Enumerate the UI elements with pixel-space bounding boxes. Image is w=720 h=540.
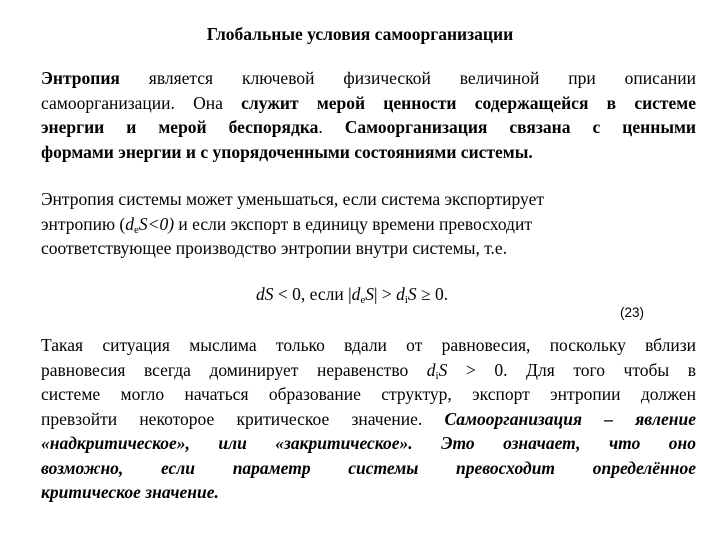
text-run: равновесия всегда доминирует неравенство [41,359,427,380]
text-line: системе могло начаться образование структур, экспорт энтропии должен [41,384,696,404]
math-text: ≥ 0. [416,284,449,304]
math-text: < 0, если | [273,284,352,304]
text-line: Энтропия системы может уменьшаться, если система экспортирует [41,189,544,209]
slide-title: Глобальные условия самоорганизации [206,24,514,44]
equation-number: (23) [620,305,645,320]
text-run: и если экспорт в единицу времени превосходит [174,213,532,234]
text-line: «надкритическое», или «закритическое». Это означает, что оно [41,433,696,453]
math-subscript: i [404,294,408,306]
text-line [41,140,696,165]
text-line [41,407,696,432]
math-symbol: d [351,284,361,304]
text-line: критическое значение. [41,482,219,502]
math-symbol: S [438,359,448,380]
text-run: является ключевой физической величиной при описании [119,68,696,88]
bold-run: энергии и мерой беспорядка [41,117,319,137]
math-subscript: e [134,223,139,236]
formula-equation [256,284,448,305]
text-line [41,115,696,140]
bold-run: формами энергии и с упорядоченными состояниями системы. [41,141,533,162]
text-line [41,66,696,91]
text-line: возможно, если параметр системы превосходит определённое [41,457,696,478]
math-subscript: e [360,294,366,306]
math-symbol: d [426,359,436,380]
text-line [41,358,696,383]
math-symbol: d [396,284,405,304]
math-symbol: S [407,284,417,304]
paragraph-entropy-definition [41,66,696,164]
text-run: превзойти некоторое критическое значение. [41,408,445,429]
text-run: . [318,117,345,137]
bold-italic-run: Самоорганизация – явление [444,408,697,429]
math-symbol: S<0) [138,213,175,234]
text-line: соответствующее производство энтропии внутри системы, т.е. [41,238,508,258]
text-run: > 0. Для того чтобы в [447,359,696,380]
paragraph-self-organization [41,333,696,505]
math-symbol: S [365,284,374,304]
text-run: энтропию ( [41,213,126,234]
bold-run: служит мерой ценности содержащейся в системе [241,92,696,113]
text-line: Такая ситуация мыслима только вдали от равновесия, поскольку вблизи [41,335,696,355]
math-subscript: i [435,369,439,382]
text-line [41,91,696,116]
math-text: | > [373,284,397,304]
math-symbol: d [125,213,134,234]
bold-term: Энтропия [41,68,120,88]
bold-run: Самоорганизация связана с ценными [344,117,696,137]
paragraph-entropy-decrease [41,187,696,261]
text-line [41,212,696,237]
text-run: самоорганизации. Она [41,92,242,113]
math-symbol: dS [256,284,274,304]
